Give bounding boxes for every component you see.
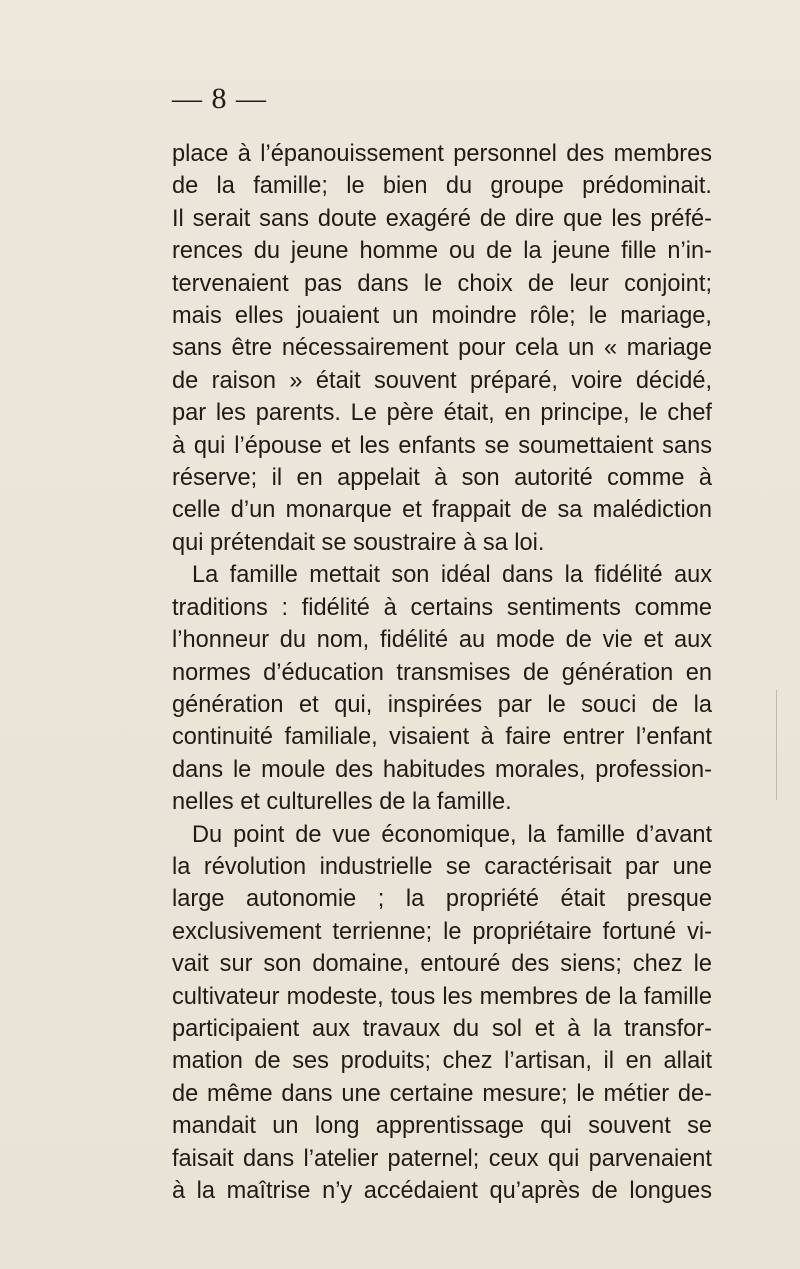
- text-line: participaient aux travaux du sol et à la transfor-: [172, 1015, 712, 1042]
- text-line: vait sur son domaine, entouré des siens; chez le: [172, 951, 712, 978]
- text-line: large autonomie ; la propriété était presque: [172, 886, 712, 913]
- text-line: la révolution industrielle se caractérisait par une: [172, 853, 712, 880]
- text-line: Du point de vue économique, la famille d’avant: [192, 821, 712, 848]
- text-line: réserve; il en appelait à son autorité comme à: [172, 465, 712, 492]
- text-line: génération et qui, inspirées par le souci de la: [172, 691, 712, 718]
- text-line: de même dans une certaine mesure; le métier de-: [172, 1080, 712, 1107]
- text-line: Il serait sans doute exagéré de dire que les préfé-: [172, 205, 712, 232]
- text-line: nelles et culturelles de la famille.: [172, 789, 512, 816]
- text-line: qui prétendait se soustraire à sa loi.: [172, 529, 545, 556]
- text-line: à qui l’épouse et les enfants se soumettaient sans: [172, 432, 712, 459]
- text-line: de raison » était souvent préparé, voire décidé,: [172, 367, 712, 394]
- body-text: [172, 138, 712, 1207]
- text-line: de la famille; le bien du groupe prédominait.: [172, 173, 712, 200]
- text-line: traditions : fidélité à certains sentiments comme: [172, 594, 712, 621]
- text-line: sans être nécessairement pour cela un « mariage: [172, 335, 712, 362]
- text-line: normes d’éducation transmises de génération en: [172, 659, 712, 686]
- text-line: mation de ses produits; chez l’artisan, il en allait: [172, 1048, 712, 1075]
- text-line: rences du jeune homme ou de la jeune fille n’in-: [172, 238, 712, 265]
- text-line: tervenaient pas dans le choix de leur conjoint;: [172, 270, 712, 297]
- page-number: — 8 —: [172, 82, 267, 115]
- text-line: à la maîtrise n’y accédaient qu’après de longues: [172, 1178, 712, 1204]
- text-line: continuité familiale, visaient à faire entrer l’enfant: [172, 724, 712, 751]
- text-line: l’honneur du nom, fidélité au mode de vie et aux: [172, 627, 712, 654]
- text-line: La famille mettait son idéal dans la fidélité aux: [192, 562, 712, 589]
- text-line: celle d’un monarque et frappait de sa malédiction: [172, 497, 712, 524]
- text-line: cultivateur modeste, tous les membres de la famille: [172, 983, 712, 1010]
- text-line: par les parents. Le père était, en principe, le chef: [172, 400, 712, 427]
- text-line: exclusivement terrienne; le propriétaire fortuné vi-: [172, 918, 712, 945]
- text-line: dans le moule des habitudes morales, profession-: [172, 756, 712, 783]
- text-line: mandait un long apprentissage qui souvent se: [172, 1113, 712, 1140]
- text-line: faisait dans l’atelier paternel; ceux qui parvenaient: [172, 1145, 712, 1172]
- text-line: place à l’épanouissement personnel des membres: [172, 141, 712, 167]
- text-line: mais elles jouaient un moindre rôle; le mariage,: [172, 303, 712, 330]
- scan-mark: [776, 690, 777, 800]
